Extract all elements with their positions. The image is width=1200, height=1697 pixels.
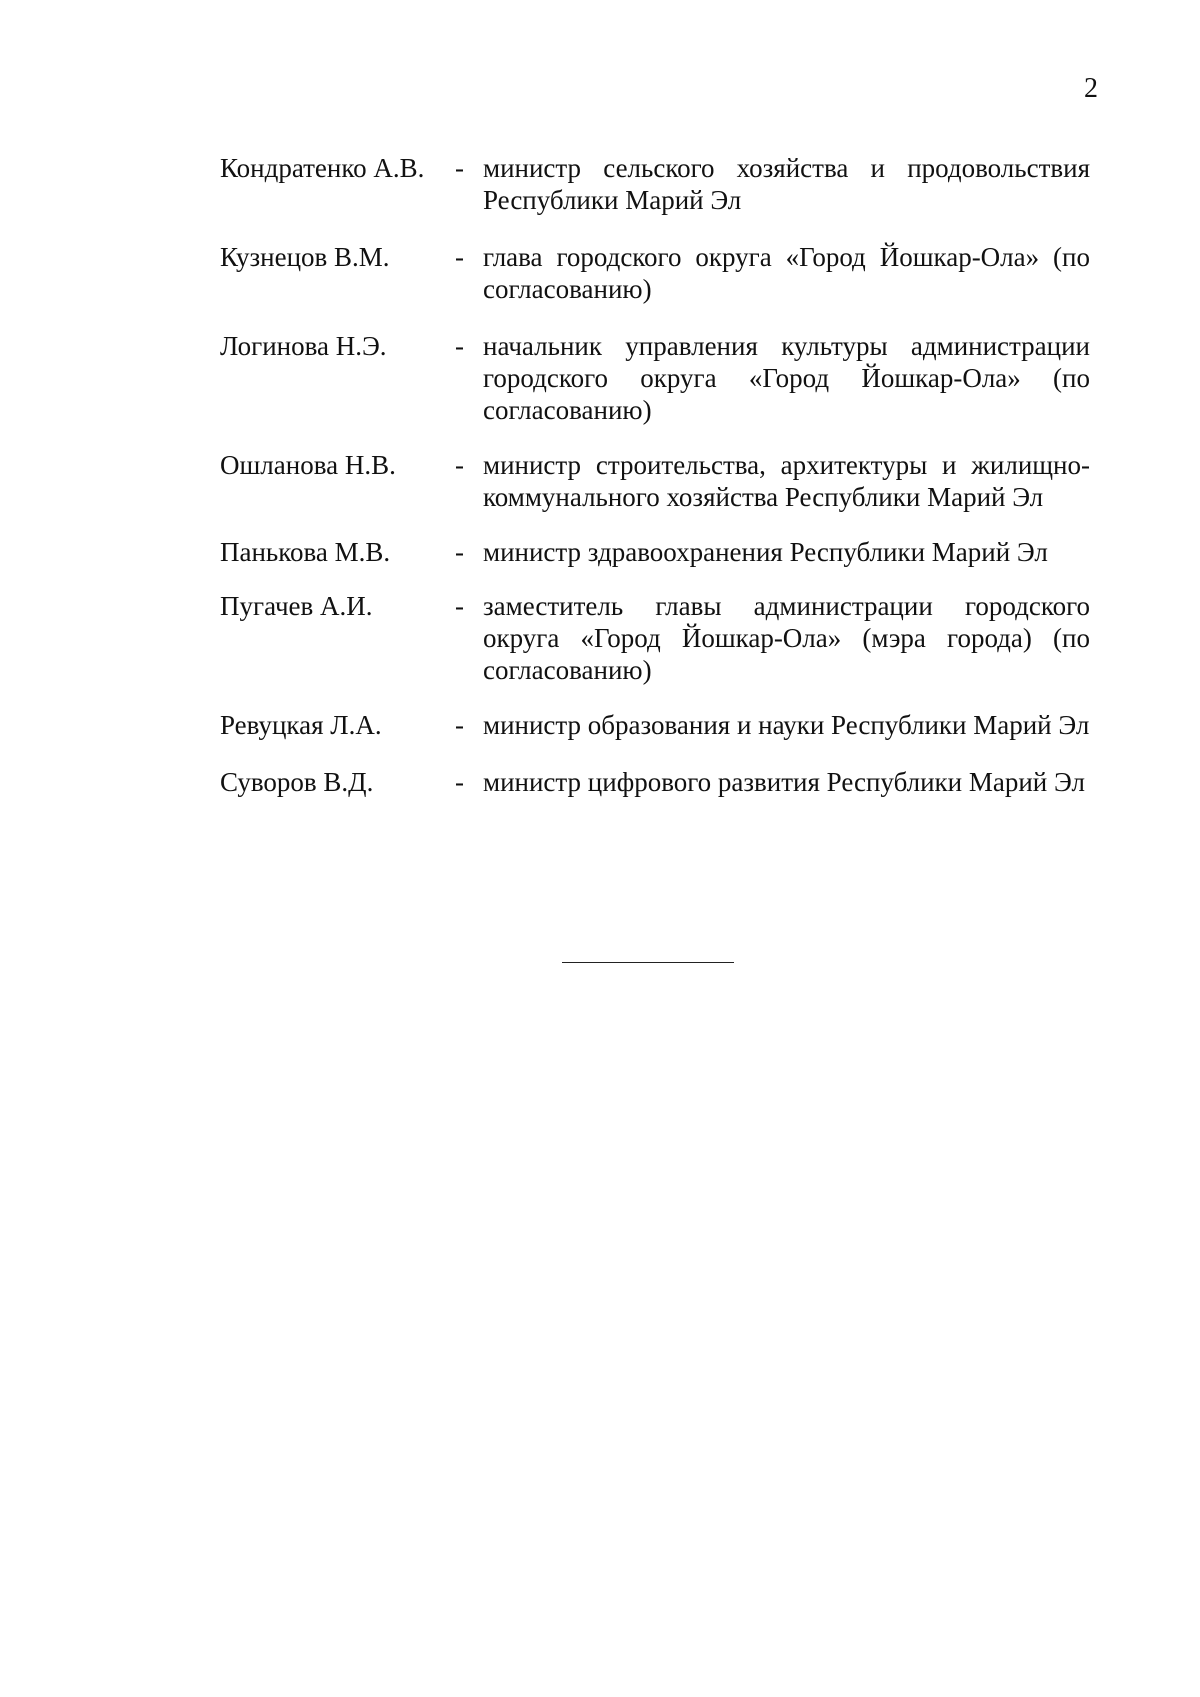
member-position: министр образования и науки Республики Марий Эл	[483, 710, 1090, 740]
member-name: Кондратенко А.В.	[220, 153, 425, 183]
member-row	[220, 152, 1090, 216]
member-position: глава городского округа «Город Йошкар-Ола» (по согласованию)	[483, 242, 1090, 304]
member-position: министр цифрового развития Республики Марий Эл	[483, 767, 1085, 797]
member-row	[220, 536, 1090, 568]
member-row	[220, 449, 1090, 513]
member-position: министр строительства, архитектуры и жилищно-коммунального хозяйства Республики Марий Эл	[483, 450, 1090, 512]
member-name: Ревуцкая Л.А.	[220, 710, 382, 740]
member-name: Суворов В.Д.	[220, 767, 374, 797]
page-number: 2	[1084, 73, 1098, 104]
member-row	[220, 590, 1090, 686]
member-row	[220, 330, 1090, 426]
member-dash: -	[455, 153, 464, 183]
member-name: Логинова Н.Э.	[220, 331, 387, 361]
member-name: Пугачев А.И.	[220, 591, 373, 621]
member-dash: -	[455, 537, 464, 567]
member-position: заместитель главы администрации городского округа «Город Йошкар-Ола» (мэра города) (по согласованию)	[483, 591, 1090, 685]
end-separator-line	[562, 962, 734, 963]
member-position: министр сельского хозяйства и продовольствия Республики Марий Эл	[483, 153, 1090, 215]
member-row	[220, 241, 1090, 305]
member-dash: -	[455, 450, 464, 480]
member-name: Ошланова Н.В.	[220, 450, 396, 480]
member-dash: -	[455, 331, 464, 361]
member-list	[220, 152, 1090, 798]
member-name: Панькова М.В.	[220, 537, 391, 567]
member-position: начальник управления культуры администрации городского округа «Город Йошкар-Ола» (по согласованию)	[483, 331, 1090, 425]
member-name: Кузнецов В.М.	[220, 242, 390, 272]
member-dash: -	[455, 710, 464, 740]
member-dash: -	[455, 242, 464, 272]
member-dash: -	[455, 767, 464, 797]
member-position: министр здравоохранения Республики Марий Эл	[483, 537, 1048, 567]
member-row	[220, 766, 1090, 798]
member-row	[220, 709, 1090, 741]
member-dash: -	[455, 591, 464, 621]
